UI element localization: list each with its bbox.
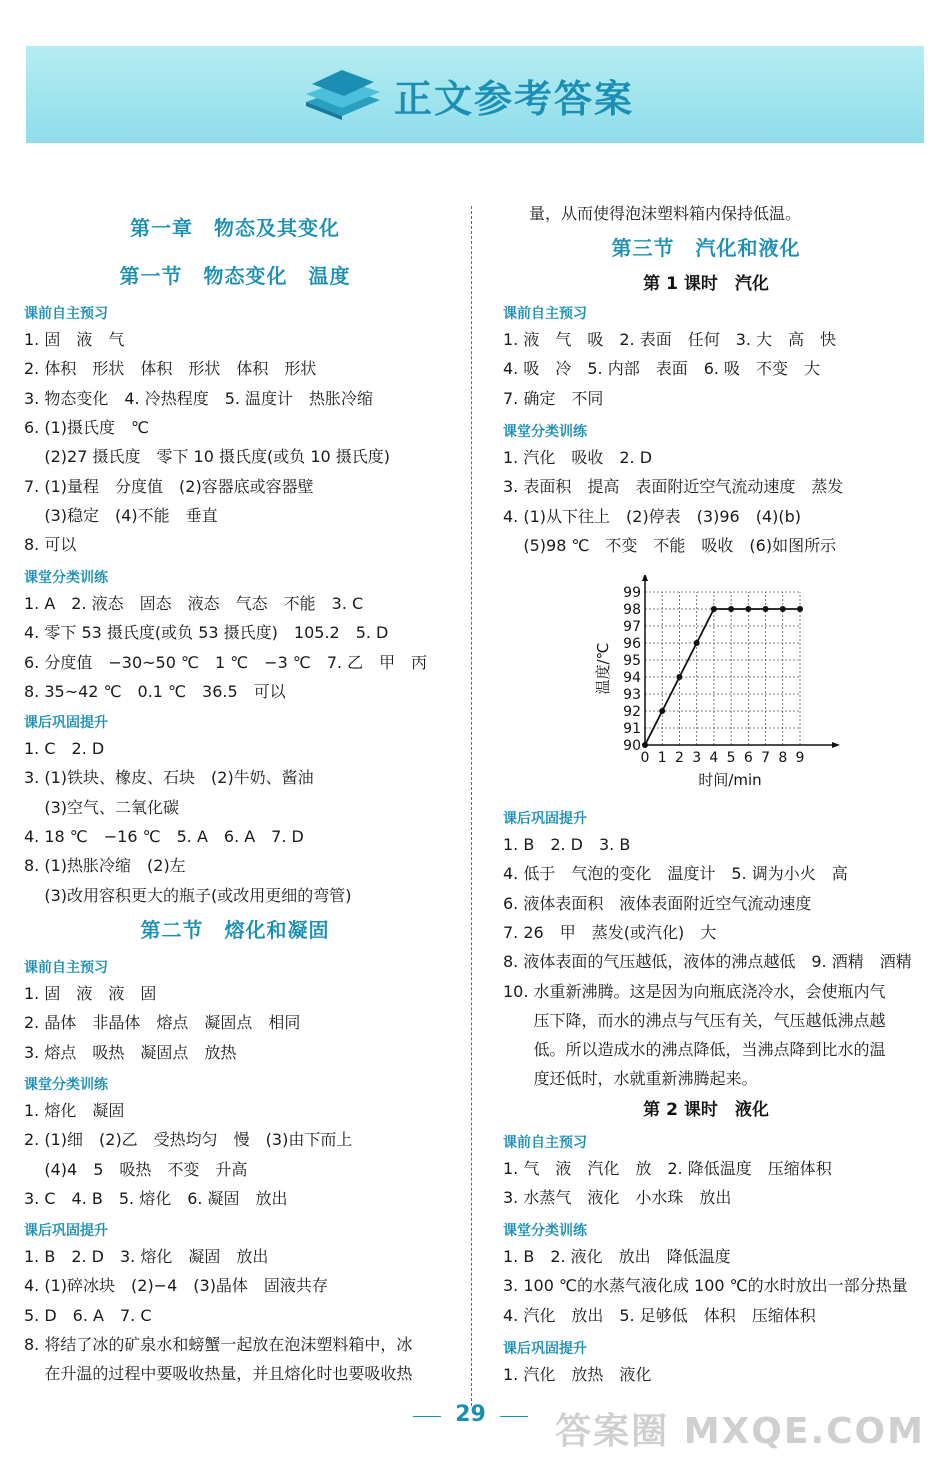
x-tick-label: 7 [761,750,771,766]
answer-line: 3. 100 ℃的水蒸气液化成 100 ℃的水时放出一部分热量 [503,1276,908,1296]
answer-line: 1. 液 气 吸 2. 表面 任何 3. 大 高 快 [503,330,837,349]
lesson-title: 第 2 课时 液化 [643,1100,769,1120]
data-point [797,606,803,612]
answer-line: 1. A 2. 液态 固态 液态 气态 不能 3. C [24,594,364,613]
answer-line: 6. 液体表面积 液体表面附近空气流动速度 [503,893,812,913]
answer-line: 3. (1)铁块、橡皮、石块 (2)牛奶、酱油 [24,768,314,788]
data-point [659,708,665,714]
y-tick-label: 93 [623,687,641,703]
answer-line: 1. 汽化 吸收 2. D [503,448,653,467]
section-label: 课堂分类训练 [503,1223,587,1239]
answer-line: 4. (1)从下往上 (2)停表 (3)96 (4)(b) [503,506,802,526]
answer-line: (3)空气、二氧化碳 [24,797,180,817]
answer-line: 1. B 2. D 3. B [503,835,631,854]
data-point [728,606,734,612]
answer-line: 8. 将结了冰的矿泉水和螃蟹一起放在泡沫塑料箱中，冰 [24,1334,413,1354]
lesson-title: 第 1 课时 汽化 [643,274,769,294]
section-label: 课堂分类训练 [24,570,108,586]
column-divider [471,206,472,1406]
section-title: 第一节 物态变化 温度 [119,264,351,288]
answer-line: 5. D 6. A 7. C [24,1305,152,1325]
answer-line: 8. (1)热胀冷缩 (2)左 [24,856,186,876]
answer-line: 8. 35~42 ℃ 0.1 ℃ 36.5 可以 [24,681,286,701]
x-tick-label: 1 [657,750,667,766]
answer-line: 4. (1)碎冰块 (2)−4 (3)晶体 固液共存 [24,1276,328,1296]
answer-line: 压下降，而水的沸点与气压有关，气压越低沸点越 [503,1010,886,1030]
answer-line: 6. (1)摄氏度 ℃ [24,417,149,437]
answer-line: 1. 固 液 液 固 [24,984,157,1003]
x-axis-label: 时间/min [698,771,762,789]
data-point [763,606,769,612]
answer-line: 在升温的过程中要吸收热量，并且熔化时也要吸收热 [24,1364,413,1384]
data-point [694,640,700,646]
section-label: 课后巩固提升 [503,1341,587,1357]
data-point [676,674,682,680]
answer-line: 3. 熔点 吸热 凝固点 放热 [24,1042,237,1062]
answer-line: 3. 水蒸气 液化 小水珠 放出 [503,1188,732,1208]
answer-line: 3. 物态变化 4. 冷热程度 5. 温度计 热胀冷缩 [24,388,374,408]
answer-line: 3. 表面积 提高 表面附近空气流动速度 蒸发 [503,477,844,497]
y-axis-label: 温度/℃ [594,642,612,695]
x-tick-label: 8 [778,750,788,766]
answer-line: 6. 分度值 −30~50 ℃ 1 ℃ −3 ℃ 7. 乙 甲 丙 [24,652,428,672]
x-tick-label: 2 [674,750,684,766]
section-label: 课前自主预习 [24,960,108,976]
y-tick-label: 90 [623,738,641,754]
answer-line: 量，从而使得泡沫塑料箱内保持低温。 [529,204,802,223]
answer-line: 1. 汽化 放热 液化 [503,1365,652,1384]
y-tick-label: 96 [623,636,641,652]
answer-line: 4. 18 ℃ −16 ℃ 5. A 6. A 7. D [24,826,304,846]
data-point [780,606,786,612]
y-tick-label: 97 [623,619,641,635]
x-tick-label: 3 [692,750,702,766]
answer-line: 1. 固 液 气 [24,330,125,349]
answer-line: (5)98 ℃ 不变 不能 吸收 (6)如图所示 [503,535,837,555]
y-tick-label: 99 [623,585,641,601]
answer-line: 度还低时，水就重新沸腾起来。 [503,1069,758,1089]
answer-line: 2. 晶体 非晶体 熔点 凝固点 相同 [24,1013,301,1033]
y-tick-label: 98 [623,602,641,618]
section-label: 课后巩固提升 [503,811,587,827]
answer-line: 4. 吸 冷 5. 内部 表面 6. 吸 不变 大 [503,359,821,379]
answer-line: 低。所以造成水的沸点降低，当沸点降到比水的温 [503,1040,886,1060]
answer-line: 8. 液体表面的气压越低，液体的沸点越低 9. 酒精 酒精 [503,952,912,972]
section-label: 课前自主预习 [503,1135,587,1151]
title-banner [26,46,924,143]
boiling-chart [590,575,850,795]
answer-line: 10. 水重新沸腾。这是因为向瓶底浇冷水，会使瓶内气 [503,981,886,1001]
x-tick-label: 0 [640,750,650,766]
y-axis-arrow [642,575,648,581]
answer-line: 7. 确定 不同 [503,388,604,408]
y-tick-label: 94 [623,670,641,686]
section-label: 课后巩固提升 [24,715,108,731]
watermark: 答案圈 MXQE.COM [555,1411,925,1452]
answer-line: 1. C 2. D [24,739,105,758]
answer-line: (3)稳定 (4)不能 垂直 [24,505,218,525]
data-point [745,606,751,612]
answer-line: 4. 低于 气泡的变化 温度计 5. 调为小火 高 [503,864,848,884]
x-axis-arrow [832,742,840,748]
answer-line: 1. B 2. 液化 放出 降低温度 [503,1247,731,1266]
x-tick-label: 5 [726,750,736,766]
x-tick-label: 6 [743,750,753,766]
data-point [642,742,648,748]
x-tick-label: 9 [795,750,805,766]
chapter-title: 第一章 物态及其变化 [130,216,340,240]
answer-line: 2. 体积 形状 体积 形状 体积 形状 [24,359,317,379]
section-label: 课前自主预习 [24,306,108,322]
section-label: 课后巩固提升 [24,1223,108,1239]
answer-line: 1. B 2. D 3. 熔化 凝固 放出 [24,1247,269,1266]
data-point [711,606,717,612]
banner-title: 正文参考答案 [394,77,635,121]
section-label: 课堂分类训练 [503,424,587,440]
answer-line: 1. 熔化 凝固 [24,1101,125,1120]
answer-line: 4. 零下 53 摄氏度(或负 53 摄氏度) 105.2 5. D [24,623,389,643]
answer-line: 3. C 4. B 5. 熔化 6. 凝固 放出 [24,1188,288,1208]
y-tick-label: 92 [623,704,641,720]
answer-line: (3)改用容积更大的瓶子(或改用更细的弯管) [24,885,352,905]
y-tick-label: 91 [623,721,641,737]
answer-line: 7. 26 甲 蒸发(或汽化) 大 [503,922,717,942]
section-label: 课堂分类训练 [24,1077,108,1093]
answer-line: 4. 汽化 放出 5. 足够低 体积 压缩体积 [503,1305,816,1325]
answer-line: 1. 气 液 汽化 放 2. 降低温度 压缩体积 [503,1159,832,1178]
answer-line: (2)27 摄氏度 零下 10 摄氏度(或负 10 摄氏度) [24,447,391,467]
book-stack-icon [296,58,386,128]
answer-line: 2. (1)细 (2)乙 受热均匀 慢 (3)由下而上 [24,1130,353,1150]
answer-line: 7. (1)量程 分度值 (2)容器底或容器壁 [24,476,314,496]
section-label: 课前自主预习 [503,306,587,322]
page-number-text: 29 [455,1402,486,1427]
x-tick-label: 4 [709,750,719,766]
y-tick-label: 95 [623,653,641,669]
section-title: 第二节 熔化和凝固 [140,918,330,942]
answer-line: (4)4 5 吸热 不变 升高 [24,1159,248,1179]
answer-line: 8. 可以 [24,535,77,555]
section-title: 第三节 汽化和液化 [611,236,801,260]
